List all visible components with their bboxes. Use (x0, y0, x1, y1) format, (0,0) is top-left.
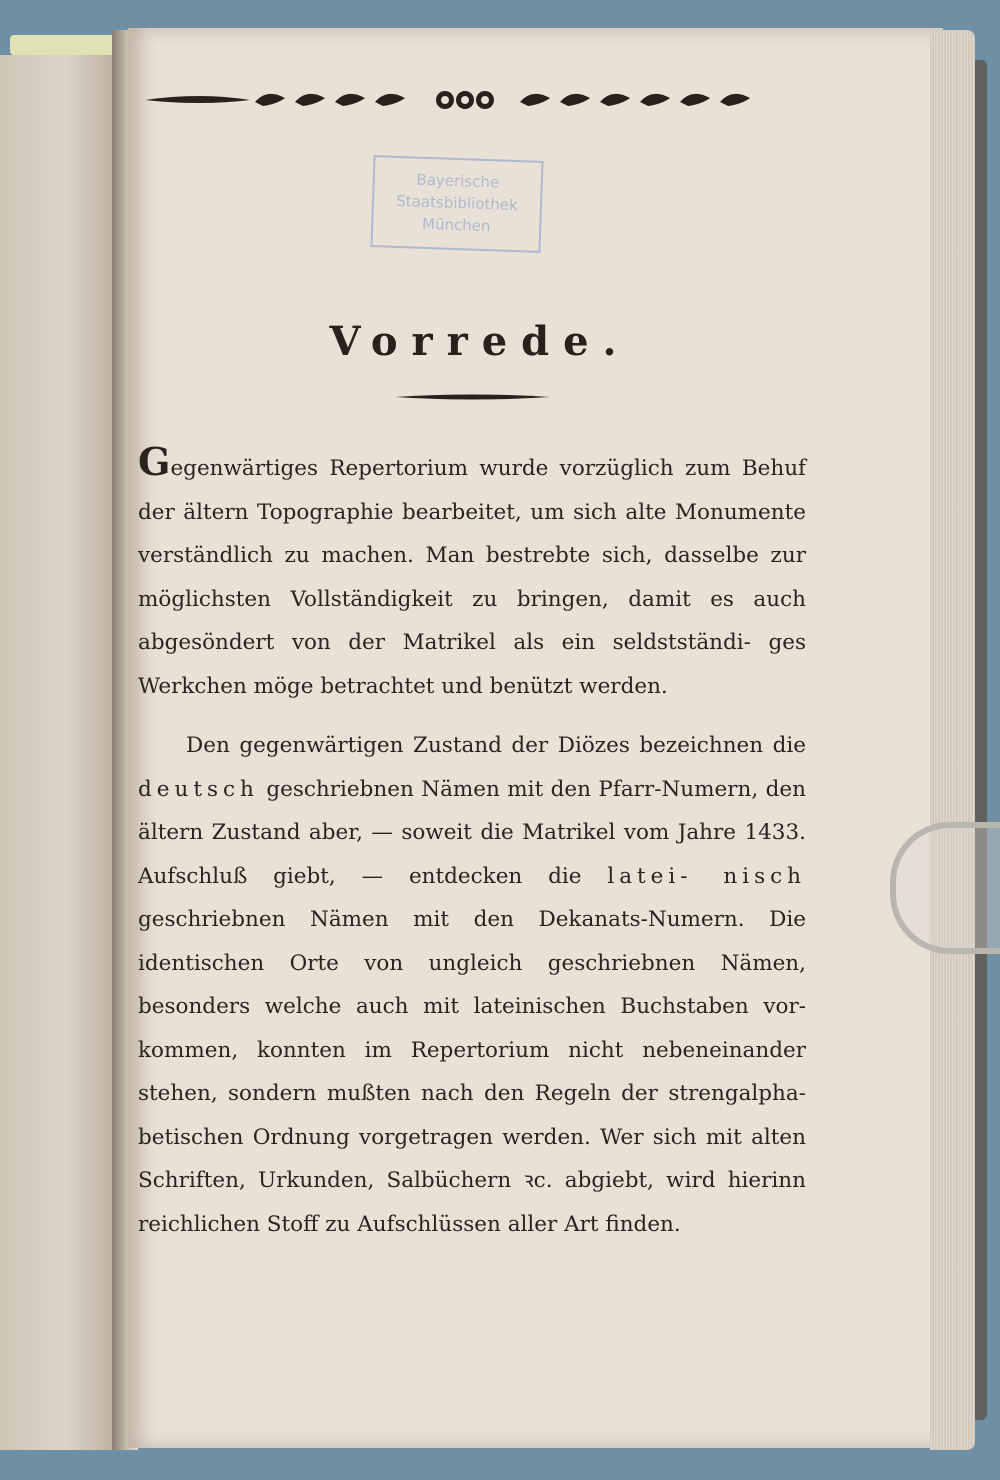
paragraph-text: geschriebnen Nämen mit den Dekanats-Numern. Die identischen Orte von ungleich geschriebnen Nämen, besonders welche auch mit lateinischen Buchstaben vor- kommen, konnten im Repertorium nicht nebeneinander stehen, sondern mußten nach den Regeln der strengalpha- betischen Ordnung vorgetragen werden. Wer sich mit alten Schriften, Urkunden, Salbüchern ꝛc. abgiebt, wird hierinn reichlichen Stoff zu Aufschlüssen aller Art finden. (138, 907, 806, 1237)
paragraph (138, 724, 806, 1246)
page-clip (890, 822, 1000, 954)
cover-edge (975, 60, 987, 1420)
stamp-line: Staatsbibliothek (395, 191, 519, 215)
stamp-line: München (421, 214, 491, 236)
page-edge (930, 30, 975, 1450)
body-text (138, 440, 806, 1246)
paragraph-text: geschriebnen Nämen mit den Pfarr-Numern, den ältern Zustand aber, — soweit die Matrikel vom Jahre 1433. Aufschluß giebt, — entdecken die (138, 776, 806, 889)
bookmark-tab (10, 35, 120, 55)
paragraph-text: Den gegenwärtigen Zustand der Diözes bezeichnen die (186, 733, 806, 758)
paragraph-text: egenwärtiges Repertorium wurde vorzüglich zum Behuf der ältern Topographie bearbeitet, um sich alte Monumente verständlich zu machen. Man bestrebte sich, dasselbe zur möglichsten Vollständigkeit zu bringen, damit es auch abgesöndert von der Matrikel als ein seldstständi- ges Werkchen möge betrachtet und benützt werden. (138, 456, 806, 699)
library-stamp (370, 155, 543, 253)
heading-rule (395, 393, 550, 401)
emphasized-text: deutsch (138, 776, 259, 802)
stamp-line: Bayerische (416, 170, 500, 192)
drop-cap: G (138, 439, 171, 484)
paragraph (138, 440, 806, 708)
emphasized-text: latei- nisch (607, 863, 806, 889)
header-ornament (140, 80, 780, 120)
page-heading: Vorrede. (329, 318, 631, 365)
left-page (0, 55, 120, 1450)
